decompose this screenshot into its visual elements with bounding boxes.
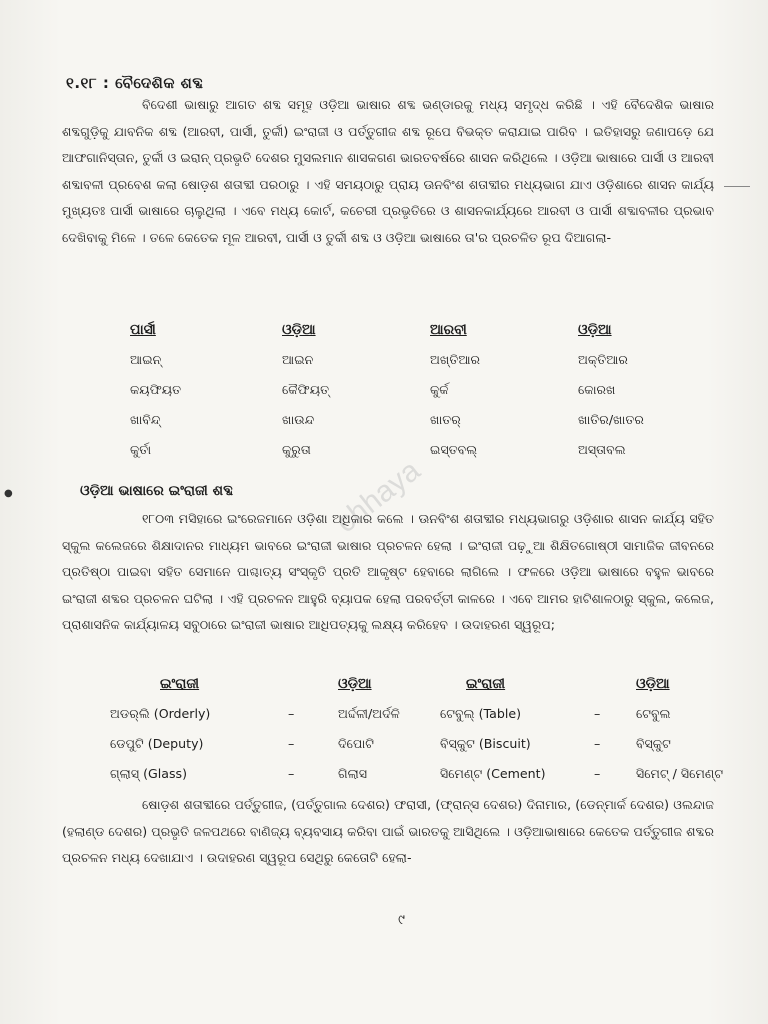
subheading-english-words: ଓଡ଼ିଆ ଭାଷାରେ ଇଂରାଜୀ ଶବ୍ଦ bbox=[80, 483, 233, 499]
table-cell: ସିମେଣ୍ଟ (Cement) bbox=[440, 766, 546, 781]
table-cell: କୁରୁତା bbox=[282, 442, 311, 457]
paragraph-text: ବିଦେଶୀ ଭାଷାରୁ ଆଗତ ଶବ୍ଦ ସମୂହ ଓଡ଼ିଆ ଭାଷାର ଶବ୍ଦ ଭଣ୍ଡାରକୁ ମଧ୍ୟ ସମୃଦ୍ଧ କରିଛି । ଏହି ବୈଦେଶିକ ଭାଷାର ଶବ୍ଦଗୁଡ଼ିକୁ ଯାବନିକ ଶବ୍ଦ (ଆରବୀ, ପାର୍ସୀ, ତୁର୍କୀ) ଇଂରାଜୀ ଓ ପର୍ତ୍ତୁଗୀଜ ଶବ୍ଦ ରୂପେ ବିଭକ୍ତ କରାଯାଇ ପାରିବ । ଇତିହାସରୁ ଜଣାପଡ଼େ ଯେ ଆଫଗାନିସ୍ତାନ, ତୁର୍କୀ ଓ ଇରାନ୍ ପ୍ରଭୃତି ଦେଶର ମୁସଲମାନ ଶାସକଗଣ ଭାରତବର୍ଷରେ ଶାସନ କରିଥିଲେ । ଓଡ଼ିଆ ଭାଷାରେ ପାର୍ସୀ ଓ ଆରବୀ ଶବ୍ଦାବଳୀ ପ୍ରବେଶ କଲା ଷୋଡ଼ଶ ଶତାବ୍ଦୀ ପରଠାରୁ । ଏହି ସମୟଠାରୁ ପ୍ରାୟ ଊନବିଂଶ ଶତାବ୍ଦୀର ମଧ୍ୟଭାଗ ଯାଏ ଓଡ଼ିଶାରେ ଶାସନ କାର୍ଯ୍ୟ ମୁଖ୍ୟତଃ ପାର୍ସୀ ଭାଷାରେ ଚାଲୁଥିଲା । ଏବେ ମଧ୍ୟ କୋର୍ଟ, କଚେରୀ ପ୍ରଭୃତିରେ ଓ ଶାସନକାର୍ଯ୍ୟରେ ଆରବୀ ଓ ପାର୍ସୀ ଶବ୍ଦାବଳୀର ପ୍ରଭାବ ଦେଖିବାକୁ ମିଳେ । ତଳେ କେତେକ ମୂଳ ଆରବୀ, ପାର୍ସୀ ଓ ତୁର୍କୀ ଶବ୍ଦ ଓ ଓଡ଼ିଆ ଭାଷାରେ ତା'ର ପ୍ରଚଳିତ ରୂପ ଦିଆଗଲା- bbox=[62, 97, 714, 245]
column-header-odia: ଓଡ଼ିଆ bbox=[578, 322, 612, 338]
paragraph-english-words bbox=[62, 506, 714, 639]
paragraph-text: ୧୮୦୩ ମସିହାରେ ଇଂରେଜମାନେ ଓଡ଼ିଶା ଅଧିକାର କଲେ । ଊନବିଂଶ ଶତାବ୍ଦୀର ମଧ୍ୟଭାଗରୁ ଓଡ଼ିଶାର ଶାସନ କାର୍ଯ୍ୟ ସହିତ ସ୍କୁଲ କଲେଜରେ ଶିକ୍ଷାଦାନର ମାଧ୍ୟମ ଭାବରେ ଇଂରାଜୀ ଭାଷାର ପ୍ରଚଳନ ହେଲା । ଇଂରାଜୀ ପଢ଼ୁଆ ଶିକ୍ଷିତଗୋଷ୍ଠୀ ସାମାଜିକ ଜୀବନରେ ପ୍ରତିଷ୍ଠା ପାଇବା ସହିତ ସେମାନେ ପାଶ୍ଚାତ୍ୟ ସଂସ୍କୃତି ପ୍ରତି ଆକୃଷ୍ଟ ହେବାରେ ଲାଗିଲେ । ଫଳରେ ଓଡ଼ିଆ ଭାଷାରେ ବହୁଳ ଭାବରେ ଇଂରାଜୀ ଶବ୍ଦର ପ୍ରଚଳନ ଘଟିଲା । ଏହି ପ୍ରଚଳନ ଆହୁରି ବ୍ୟାପକ ହେଲା ପରବର୍ତ୍ତୀ କାଳରେ । ଏବେ ଆମର ହାଟିଶାଳଠାରୁ ସ୍କୁଲ, କଲେଜ, ପ୍ରାଶାସନିକ କାର୍ଯ୍ୟାଳୟ ସବୁଠାରେ ଇଂରାଜୀ ଭାଷାର ଆଧିପତ୍ୟକୁ ଲକ୍ଷ୍ୟ କରିହେବ । ଉଦାହରଣ ସ୍ୱରୂପ; bbox=[62, 511, 714, 632]
section-heading: ୧.୧୮ : ବୈଦେଶିକ ଶବ୍ଦ bbox=[66, 74, 204, 92]
paragraph-portuguese-words bbox=[62, 792, 714, 872]
column-header-arabic: ଆରବୀ bbox=[430, 322, 467, 338]
table-cell: ଖାବିନ୍ଦ୍ bbox=[130, 412, 161, 427]
column-header-odia: ଓଡ଼ିଆ bbox=[282, 322, 316, 338]
dash-separator: – bbox=[288, 766, 295, 781]
table-cell: ଖାତର୍ bbox=[430, 412, 461, 427]
dash-separator: – bbox=[594, 706, 601, 721]
table-cell: ଅଖ୍ତିଆର bbox=[430, 352, 481, 367]
table-cell: ଅସ୍ତାବଲ bbox=[578, 442, 626, 457]
column-header-odia: ଓଡ଼ିଆ bbox=[636, 676, 670, 692]
dash-separator: – bbox=[288, 706, 295, 721]
table-cell: ଆଇନ bbox=[282, 352, 314, 367]
table-header-row bbox=[120, 322, 680, 352]
column-header-persian: ପାର୍ସୀ bbox=[130, 322, 156, 338]
table-cell: ଗ୍ଲାସ୍ (Glass) bbox=[110, 766, 187, 781]
table-cell: ବିସ୍କୁଟ (Biscuit) bbox=[440, 736, 531, 751]
dash-separator: – bbox=[288, 736, 295, 751]
table-cell: କୟଫିୟତ bbox=[130, 382, 182, 397]
table-cell: ଅକ୍ତିଆର bbox=[578, 352, 628, 367]
table-cell: ଡେପୁଟି (Deputy) bbox=[110, 736, 204, 751]
table-cell: ଟେବୁଲ୍ (Table) bbox=[440, 706, 521, 721]
table-cell: ଆଇନ୍ bbox=[130, 352, 162, 367]
dash-separator: – bbox=[594, 766, 601, 781]
table-cell: ଅର୍ଦ୍ଦଳୀ/ଅର୍ଦଳି bbox=[338, 706, 400, 721]
margin-pencil-mark bbox=[724, 186, 750, 187]
table-header-row bbox=[110, 676, 670, 706]
table-row bbox=[120, 352, 680, 382]
table-cell: ଗିଲାସ bbox=[338, 766, 368, 781]
table-row bbox=[120, 382, 680, 412]
table-cell: ଇସ୍ତବଲ୍ bbox=[430, 442, 478, 457]
column-header-odia: ଓଡ଼ିଆ bbox=[338, 676, 372, 692]
table-cell: ଦିପୋଟି bbox=[338, 736, 374, 751]
persian-arabic-words-table bbox=[120, 322, 680, 472]
table-cell: ଖାଉନ୍ଦ bbox=[282, 412, 315, 427]
table-row bbox=[110, 736, 670, 766]
paragraph-text: ଷୋଡ଼ଶ ଶତାବ୍ଦୀରେ ପର୍ତ୍ତୁଗୀଜ, (ପର୍ତ୍ତୁଗାଲ ଦେଶର) ଫରାସୀ, (ଫ୍ରାନ୍ସ ଦେଶର) ଦିନାମାର, (ଡେନ୍‌ମାର୍କ ଦେଶର) ଓଲନ୍ଦାଜ (ହଲାଣ୍ଡ ଦେଶର) ପ୍ରଭୃତି ଜଳପଥରେ ବାଣିଜ୍ୟ ବ୍ୟବସାୟ କରିବା ପାଇଁ ଭାରତକୁ ଆସିଥିଲେ । ଓଡ଼ିଆଭାଷାରେ କେତେକ ପର୍ତ୍ତୁଗୀଜ ଶବ୍ଦର ପ୍ରଚଳନ ମଧ୍ୟ ଦେଖାଯାଏ । ଉଦାହରଣ ସ୍ୱରୂପ ସେଥିରୁ କେତୋଟି ହେଲା- bbox=[62, 797, 714, 865]
table-cell: ସିମେଟ୍ / ସିମେଣ୍ଟ bbox=[636, 766, 724, 781]
watermark-text: chhaya bbox=[329, 453, 427, 540]
table-cell: କୁର୍କ bbox=[430, 382, 449, 397]
table-cell: କୋରଖ bbox=[578, 382, 616, 397]
table-cell: ଅଡର୍‌ଲି (Orderly) bbox=[110, 706, 211, 721]
column-header-english: ଇଂରାଜୀ bbox=[466, 676, 506, 692]
column-header-english: ଇଂରାଜୀ bbox=[160, 676, 200, 692]
paragraph-foreign-words bbox=[62, 92, 714, 251]
english-words-table bbox=[110, 676, 724, 796]
margin-hole-mark: ● bbox=[4, 488, 13, 499]
table-cell: ବିସ୍କୁଟ bbox=[636, 736, 671, 751]
page-number: ୯ bbox=[398, 912, 405, 928]
table-cell: ଟେବୁଲ bbox=[636, 706, 671, 721]
table-cell: କୈଫିୟତ୍ bbox=[282, 382, 330, 397]
dash-separator: – bbox=[594, 736, 601, 751]
table-row bbox=[110, 706, 670, 736]
table-row bbox=[120, 412, 680, 442]
table-cell: ଖାତିର/ଖାତର bbox=[578, 412, 644, 427]
table-cell: କୁର୍ତା bbox=[130, 442, 152, 457]
